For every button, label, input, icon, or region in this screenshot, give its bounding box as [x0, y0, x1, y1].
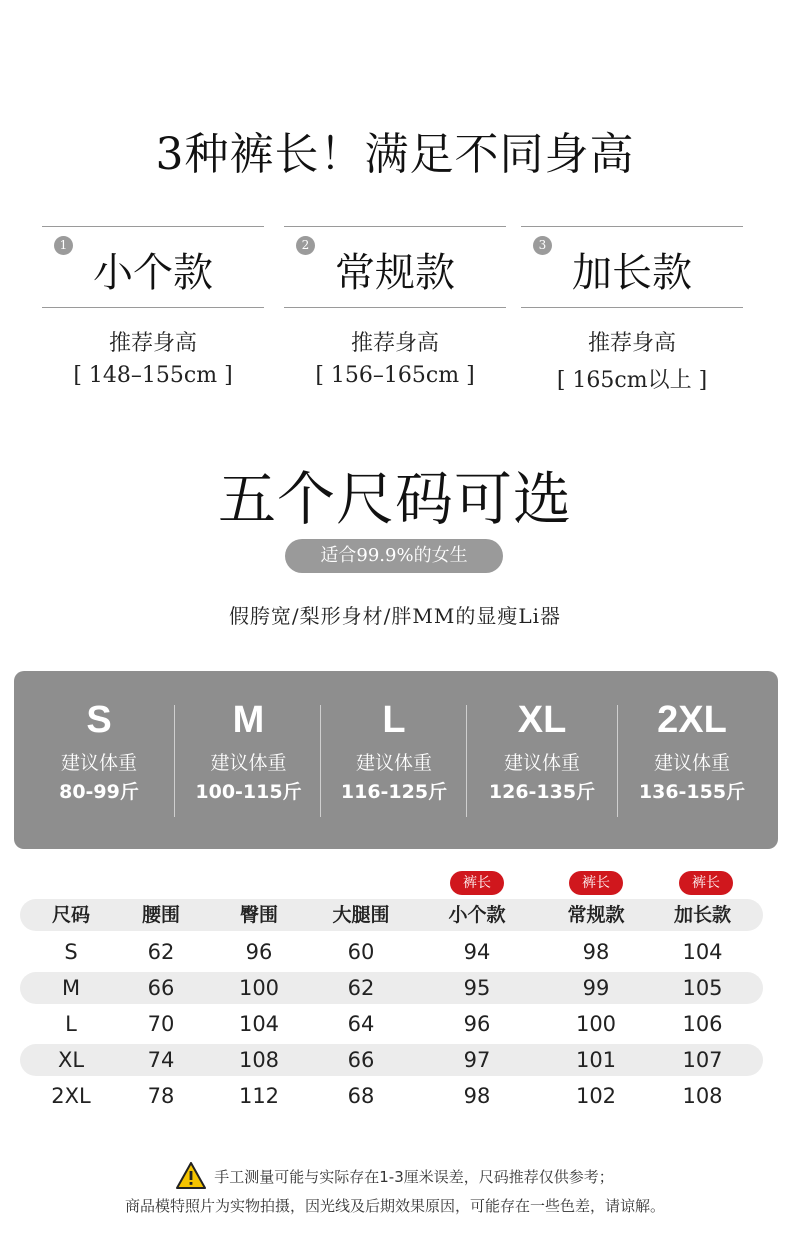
divider [284, 307, 506, 308]
number-badge: 2 [296, 236, 315, 255]
table-cell: 68 [347, 1084, 375, 1108]
weight-range: 100-115斤 [195, 781, 302, 803]
table-cell: 78 [147, 1084, 175, 1108]
table-cell: L [65, 1012, 77, 1036]
table-cell: 104 [238, 1012, 280, 1036]
divider [42, 307, 264, 308]
header-cell: 臀围 [239, 904, 278, 926]
weight-label: 建议体重 [503, 752, 580, 774]
divider [320, 705, 321, 817]
table-cell: 102 [575, 1084, 617, 1108]
table-cell: 94 [463, 940, 491, 964]
header-cell: 常规款 [567, 904, 625, 926]
header-cell: 尺码 [51, 904, 90, 926]
disclaimer-line-2: 商品模特照片为实物拍摄，因光线及后期效果原因，可能存在一些色差，请谅解。 [124, 1197, 665, 1215]
table-cell: 107 [682, 1048, 723, 1072]
table-cell: 101 [575, 1048, 617, 1072]
table-cell: 62 [147, 940, 175, 964]
divider [174, 705, 175, 817]
size-letter: XL [517, 699, 567, 741]
table-cell: 98 [582, 940, 610, 964]
size-letter: 2XL [657, 699, 727, 741]
size-letter: S [86, 699, 112, 741]
number-badge: 1 [54, 236, 73, 255]
height-range: [ 156–165cm ] [315, 363, 475, 388]
table-cell: 64 [347, 1012, 375, 1036]
table-cell: 66 [147, 976, 175, 1000]
weight-label: 建议体重 [653, 752, 730, 774]
table-row [20, 972, 763, 1004]
table-cell: 70 [147, 1012, 175, 1036]
table-row [20, 1044, 763, 1076]
height-range: [ 148–155cm ] [73, 363, 233, 388]
table-cell: 96 [245, 940, 273, 964]
length-option-regular [284, 226, 506, 388]
table-row [20, 1080, 763, 1112]
weight-range: 136-155斤 [638, 781, 746, 803]
table-cell: 98 [463, 1084, 491, 1108]
header-cell: 加长款 [673, 904, 731, 926]
table-cell: 62 [347, 976, 375, 1000]
number-badge: 3 [533, 236, 552, 255]
header-cell: 腰围 [141, 904, 180, 926]
table-cell: 104 [682, 940, 723, 964]
table-cell: S [64, 940, 78, 964]
weight-range: 116-125斤 [340, 781, 448, 803]
size-card-l [322, 671, 466, 849]
disclaimer-text: 手工测量可能与实际存在1-3厘米误差，尺码推荐仅供参考； [214, 1168, 614, 1186]
table-cell: 74 [147, 1048, 175, 1072]
table-cell: 105 [682, 976, 723, 1000]
weight-label: 建议体重 [210, 752, 287, 774]
size-card-s [24, 671, 174, 849]
recommend-label: 推荐身高 [350, 331, 439, 356]
table-cell: 108 [682, 1084, 723, 1108]
table-cell: M [61, 976, 81, 1000]
warning-triangle-icon [176, 1162, 206, 1193]
header-cell: 小个款 [448, 904, 506, 926]
length-name: 加长款 [572, 250, 692, 296]
weight-range: 80-99斤 [59, 781, 139, 803]
divider [521, 307, 743, 308]
table-row [20, 1008, 763, 1040]
table-cell: 100 [238, 976, 280, 1000]
table-cell: 106 [682, 1012, 723, 1036]
divider [466, 705, 467, 817]
weight-range: 126-135斤 [488, 781, 596, 803]
table-header [20, 899, 763, 931]
table-cell: 95 [463, 976, 491, 1000]
recommend-label: 推荐身高 [587, 331, 676, 356]
table-row [20, 936, 763, 968]
table-cell: 112 [238, 1084, 280, 1108]
length-badge: 裤长 [450, 871, 504, 895]
size-weight-panel [14, 671, 778, 849]
header-cell: 大腿围 [332, 904, 390, 926]
recommend-label: 推荐身高 [108, 331, 197, 356]
table-cell: 96 [463, 1012, 491, 1036]
size-card-2xl [618, 671, 766, 849]
length-name: 小个款 [93, 250, 213, 296]
subtitle: 假胯宽/梨形身材/胖MM的显瘦Li器 [228, 604, 562, 628]
size-card-xl [468, 671, 616, 849]
length-badge: 裤长 [679, 871, 733, 895]
table-cell: 66 [347, 1048, 375, 1072]
table-cell: 60 [347, 940, 375, 964]
size-letter: M [232, 699, 265, 741]
fit-pill: 适合99.9%的女生 [285, 539, 503, 573]
weight-label: 建议体重 [355, 752, 432, 774]
table-cell: 2XL [51, 1084, 91, 1108]
weight-label: 建议体重 [60, 752, 137, 774]
length-option-long [521, 226, 743, 394]
heading-lengths: 3种裤长！满足不同身高 [155, 129, 635, 180]
table-cell: 99 [582, 976, 610, 1000]
table-cell: XL [57, 1048, 85, 1072]
size-card-m [176, 671, 321, 849]
size-letter: L [382, 699, 406, 741]
height-range: [ 165cm以上 ] [556, 368, 708, 393]
length-badge: 裤长 [569, 871, 623, 895]
heading-sizes: 五个尺码可选 [217, 465, 572, 533]
table-cell: 100 [575, 1012, 617, 1036]
table-cell: 108 [238, 1048, 280, 1072]
length-name: 常规款 [335, 250, 455, 296]
disclaimer-line-1 [0, 1162, 790, 1193]
length-option-petite [42, 226, 264, 388]
table-cell: 97 [463, 1048, 491, 1072]
